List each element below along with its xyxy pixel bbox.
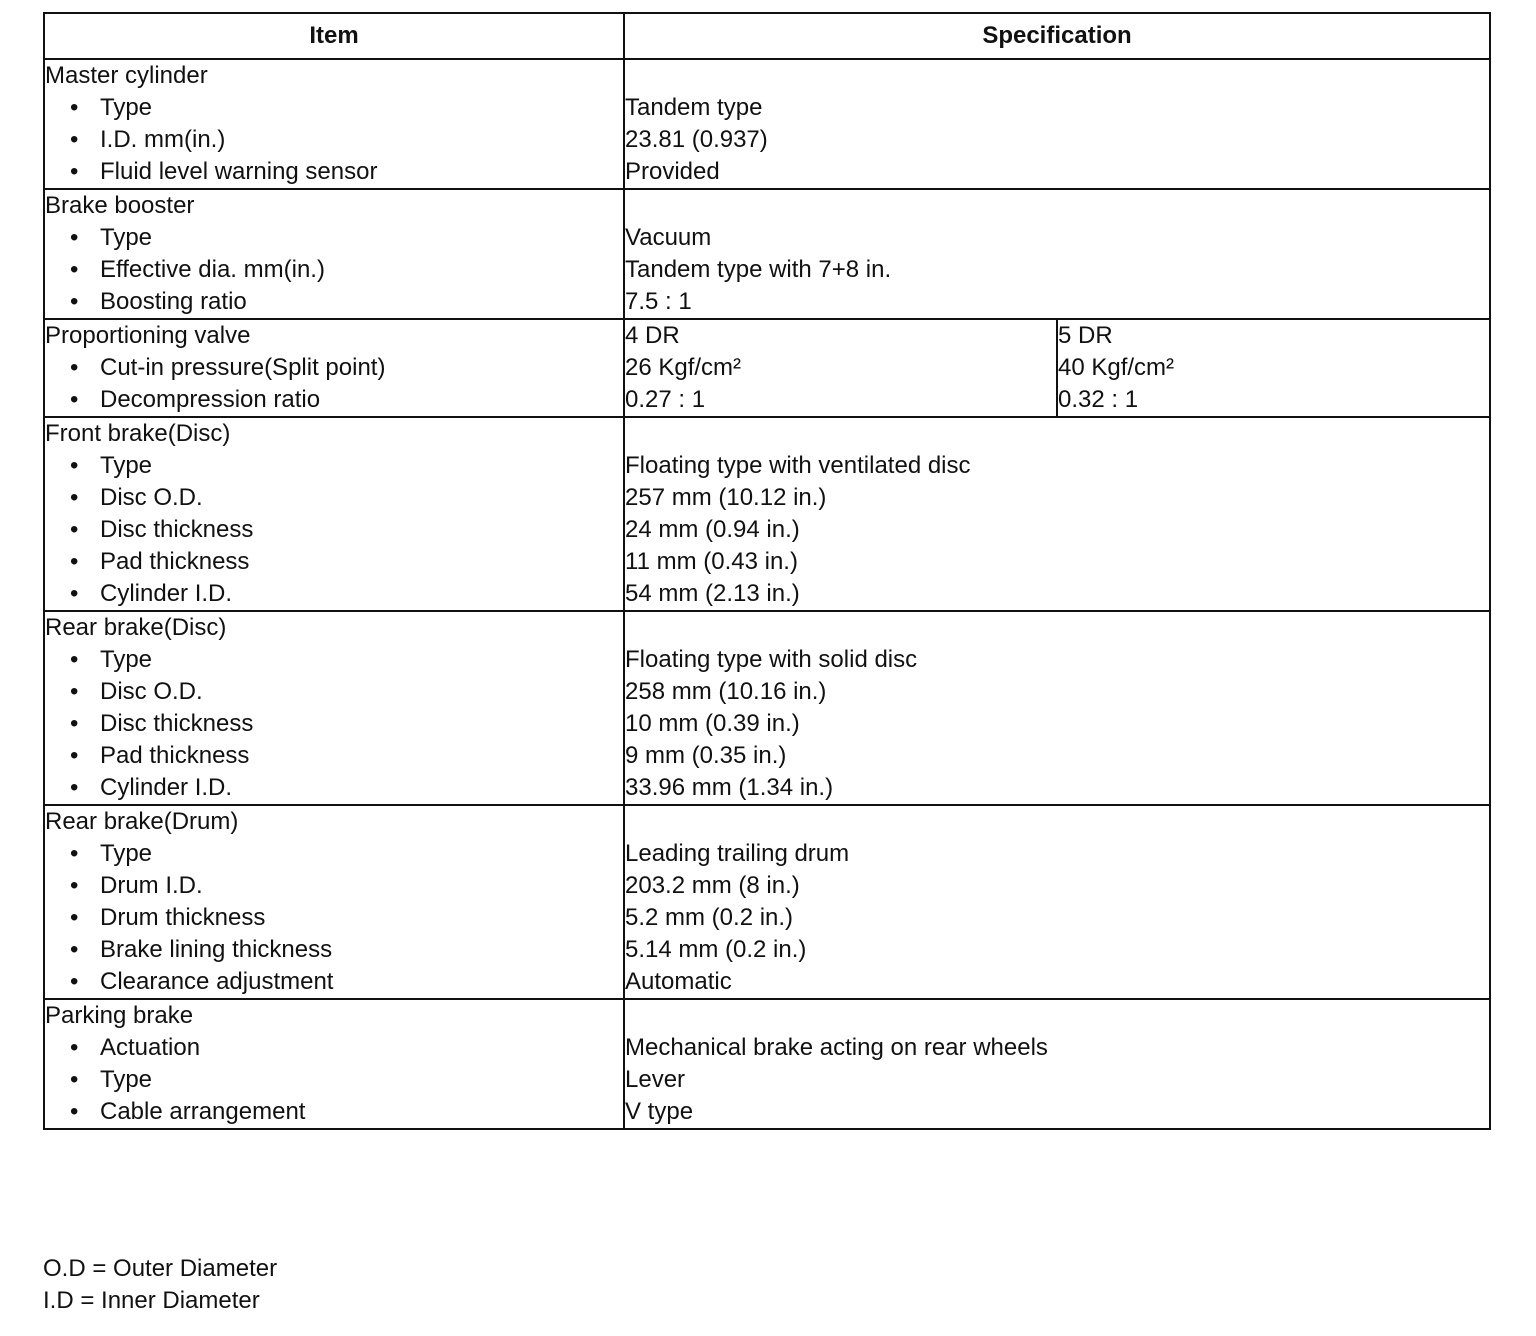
bullet-icon: • [70,452,79,479]
item-label: Type [100,452,153,479]
item-line [45,254,623,286]
item-label: Disc thickness [100,710,254,737]
bullet-icon: • [70,126,79,153]
item-line [45,450,623,482]
item-line [45,546,623,578]
item-label: Type [100,840,153,867]
spec-value: 10 mm (0.39 in.) [625,710,800,737]
item-line [45,966,623,998]
item-cell [44,59,624,189]
spec-cell [624,189,1490,319]
item-line [45,934,623,966]
spec-spacer [625,418,1489,450]
item-cell [44,999,624,1129]
bullet-icon: • [70,484,79,511]
item-line [45,838,623,870]
item-line [45,286,623,318]
spec-value: 54 mm (2.13 in.) [625,580,800,607]
item-label: Clearance adjustment [100,968,334,995]
spec-cell [624,805,1490,999]
item-line [45,352,623,384]
spec-value: Tandem type [625,94,763,121]
item-label: Cable arrangement [100,1098,306,1125]
bullet-icon: • [70,256,79,283]
spec-value: 5.2 mm (0.2 in.) [625,904,794,931]
bullet-icon: • [70,678,79,705]
item-label: Type [100,224,153,251]
spec-value: 0.27 : 1 [625,386,706,413]
item-cell [44,611,624,805]
item-label: Drum I.D. [100,872,203,899]
bullet-icon: • [70,840,79,867]
item-label: Cylinder I.D. [100,580,233,607]
bullet-icon: • [70,1066,79,1093]
bullet-icon: • [70,224,79,251]
item-line [45,902,623,934]
item-label: Type [100,1066,153,1093]
spec-cell [624,999,1490,1129]
spec-spacer [625,806,1489,838]
table-row [44,417,1490,611]
component-title: Rear brake(Drum) [45,808,239,835]
item-line [45,676,623,708]
spec-value: 258 mm (10.16 in.) [625,678,827,705]
bullet-icon: • [70,968,79,995]
spec-value: 26 Kgf/cm² [625,354,742,381]
item-label: Decompression ratio [100,386,321,413]
table-row [44,611,1490,805]
bullet-icon: • [70,516,79,543]
bullet-icon: • [70,386,79,413]
table-row [44,999,1490,1129]
table-row [44,59,1490,189]
item-line [45,1064,623,1096]
spec-value: 203.2 mm (8 in.) [625,872,800,899]
bullet-icon: • [70,774,79,801]
item-label: Type [100,94,153,121]
item-line [45,482,623,514]
item-label: Fluid level warning sensor [100,158,378,185]
spec-value: 24 mm (0.94 in.) [625,516,800,543]
item-label: Effective dia. mm(in.) [100,256,325,283]
spec-value: Leading trailing drum [625,840,850,867]
item-label: Disc thickness [100,516,254,543]
item-label: Pad thickness [100,742,250,769]
spec-cell-right [1057,319,1490,417]
item-label: Cylinder I.D. [100,774,233,801]
spec-table [43,12,1491,1130]
spec-value: V type [625,1098,694,1125]
spec-value: Automatic [625,968,732,995]
bullet-icon: • [70,158,79,185]
bullet-icon: • [70,710,79,737]
item-line [45,222,623,254]
spec-value: Mechanical brake acting on rear wheels [625,1034,1048,1061]
spec-value: 40 Kgf/cm² [1058,354,1175,381]
spec-spacer [625,1000,1489,1032]
bullet-icon: • [70,548,79,575]
bullet-icon: • [70,904,79,931]
specification-header: Specification [624,13,1490,59]
spec-value: Floating type with ventilated disc [625,452,971,479]
item-line [45,514,623,546]
spec-cell [624,611,1490,805]
item-line [45,1096,623,1128]
item-line [45,124,623,156]
item-label: Disc O.D. [100,484,203,511]
spec-value: 33.96 mm (1.34 in.) [625,774,834,801]
spec-value: Lever [625,1066,686,1093]
item-label: Boosting ratio [100,288,247,315]
item-label: I.D. mm(in.) [100,126,226,153]
item-cell [44,189,624,319]
bullet-icon: • [70,1098,79,1125]
table-row [44,319,1490,417]
component-title: Parking brake [45,1002,194,1029]
component-title: Rear brake(Disc) [45,614,227,641]
spec-cell [624,59,1490,189]
spec-value: 4 DR [625,322,680,349]
spec-cell-left [624,319,1057,417]
item-line [45,156,623,188]
bullet-icon: • [70,646,79,673]
component-title: Brake booster [45,192,195,219]
item-label: Drum thickness [100,904,266,931]
item-line [45,92,623,124]
bullet-icon: • [70,354,79,381]
bullet-icon: • [70,288,79,315]
component-title: Proportioning valve [45,322,251,349]
bullet-icon: • [70,94,79,121]
item-line [45,708,623,740]
spec-cell [624,417,1490,611]
spec-value: 5 DR [1058,322,1113,349]
item-line [45,740,623,772]
spec-value: 5.14 mm (0.2 in.) [625,936,807,963]
item-line [45,772,623,804]
spec-value: 9 mm (0.35 in.) [625,742,787,769]
spec-value: 7.5 : 1 [625,288,692,315]
item-line [45,870,623,902]
bullet-icon: • [70,742,79,769]
bullet-icon: • [70,580,79,607]
item-cell [44,417,624,611]
item-line [45,578,623,610]
table-row [44,805,1490,999]
spec-spacer [625,60,1489,92]
item-label: Disc O.D. [100,678,203,705]
footnotes [43,1253,277,1317]
spec-value: 0.32 : 1 [1058,386,1139,413]
spec-value: 11 mm (0.43 in.) [625,548,798,575]
item-line [45,384,623,416]
spec-spacer [625,612,1489,644]
spec-value: Floating type with solid disc [625,646,918,673]
item-label: Brake lining thickness [100,936,333,963]
item-label: Type [100,646,153,673]
spec-value: Provided [625,158,720,185]
spec-value: 23.81 (0.937) [625,126,768,153]
item-header: Item [44,13,624,59]
item-line [45,1032,623,1064]
footnote-id: I.D = Inner Diameter [43,1287,260,1314]
item-cell [44,319,624,417]
item-line [45,644,623,676]
spec-value: 257 mm (10.12 in.) [625,484,827,511]
item-label: Pad thickness [100,548,250,575]
spec-table-body [44,59,1490,1129]
bullet-icon: • [70,936,79,963]
header-row [44,13,1490,59]
spec-value: Tandem type with 7+8 in. [625,256,892,283]
bullet-icon: • [70,872,79,899]
spec-value: Vacuum [625,224,712,251]
item-label: Actuation [100,1034,201,1061]
table-row [44,189,1490,319]
item-cell [44,805,624,999]
component-title: Master cylinder [45,62,208,89]
component-title: Front brake(Disc) [45,420,231,447]
footnote-od: O.D = Outer Diameter [43,1255,278,1282]
item-label: Cut-in pressure(Split point) [100,354,386,381]
spec-spacer [625,190,1489,222]
bullet-icon: • [70,1034,79,1061]
